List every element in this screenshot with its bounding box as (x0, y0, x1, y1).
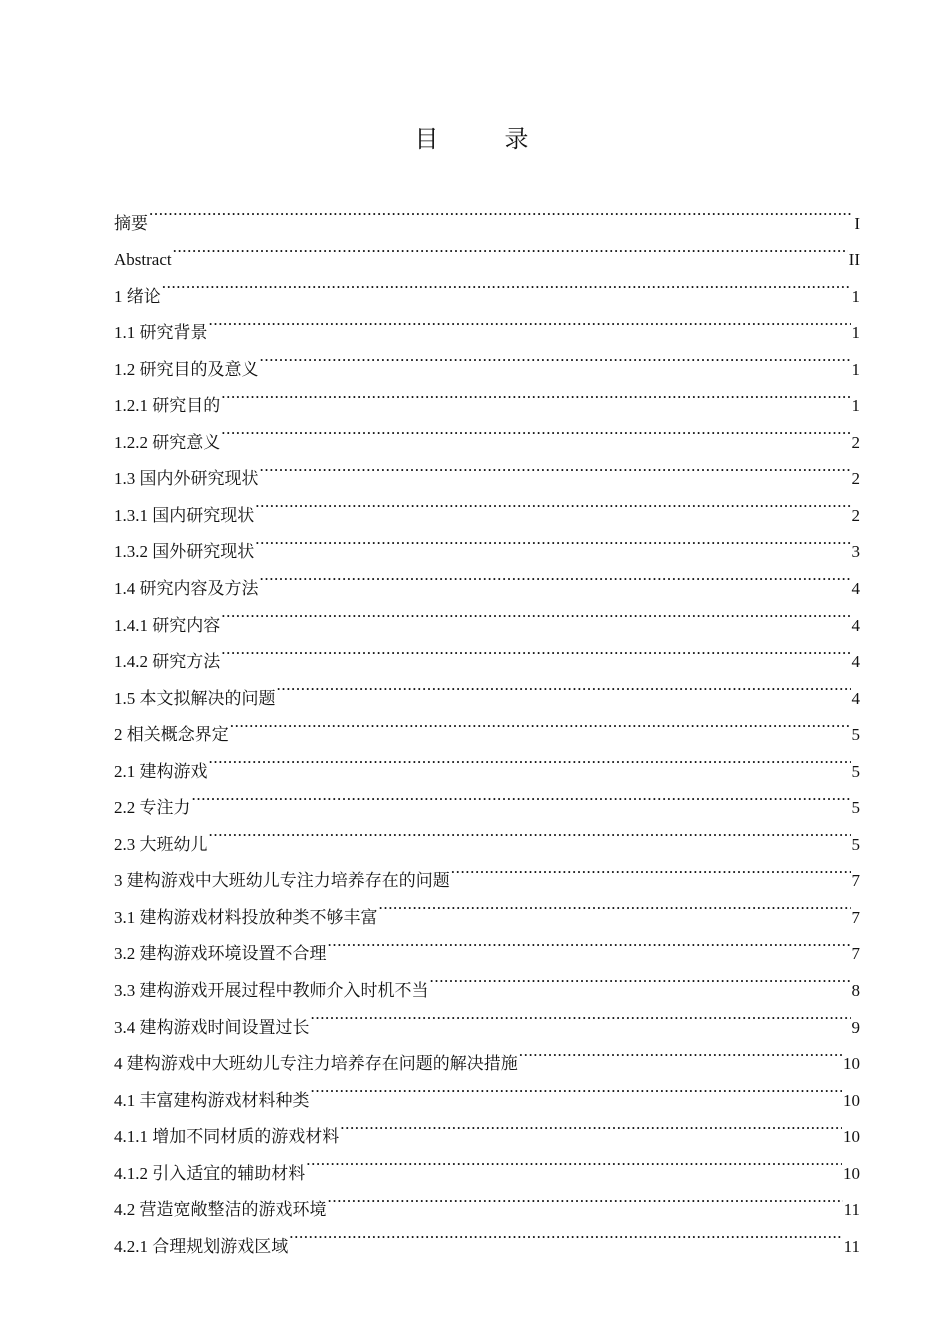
toc-entry (114, 411, 860, 452)
toc-entry-page-number: 10 (843, 1090, 860, 1110)
toc-entry-page-number: 7 (851, 944, 860, 964)
toc-dot-leader (221, 375, 850, 412)
toc-dot-leader (328, 923, 851, 960)
toc-entry-label: 3.4 建构游戏时间设置过长 (114, 1017, 310, 1037)
toc-entry-label: 1.4 研究内容及方法 (114, 579, 259, 599)
toc-dot-leader (209, 302, 851, 339)
toc-entry (114, 302, 860, 343)
toc-entry-label: 4.2 营造宽敞整洁的游戏环境 (114, 1200, 327, 1220)
toc-entry (114, 229, 860, 270)
toc-entry-label: 4.2.1 合理规划游戏区域 (114, 1236, 289, 1256)
toc-entry (114, 594, 860, 635)
toc-entry-page-number: 1 (851, 359, 860, 379)
toc-dot-leader (260, 557, 851, 594)
toc-entry-page-number: 10 (843, 1163, 860, 1183)
toc-dot-leader (192, 777, 851, 814)
toc-entry-label: 1.4.1 研究内容 (114, 615, 221, 635)
toc-dot-leader (289, 1215, 842, 1252)
toc-entry (114, 338, 860, 379)
toc-entry-page-number: 4 (851, 652, 860, 672)
toc-entry-label: 4 建构游戏中大班幼儿专注力培养存在问题的解决措施 (114, 1054, 518, 1074)
toc-entry (114, 265, 860, 306)
toc-entry-page-number: 8 (851, 981, 860, 1001)
toc-dot-leader (162, 265, 851, 302)
toc-dot-leader (340, 1106, 842, 1143)
toc-entry-label: 1.1 研究背景 (114, 323, 208, 343)
toc-entry-page-number: 9 (851, 1017, 860, 1037)
toc-entry (114, 448, 860, 489)
toc-entry-label: 3.1 建构游戏材料投放种类不够丰富 (114, 907, 378, 927)
toc-entry-label: 4.1.1 增加不同材质的游戏材料 (114, 1127, 340, 1147)
toc-dot-leader (221, 631, 850, 668)
toc-dot-leader (209, 813, 851, 850)
toc-entry-page-number: 5 (851, 725, 860, 745)
toc-entry (114, 192, 860, 233)
toc-entry-label: 1.2.2 研究意义 (114, 432, 221, 452)
toc-entry-page-number: I (854, 213, 860, 233)
toc-entry-page-number: 10 (843, 1054, 860, 1074)
toc-entry (114, 667, 860, 708)
toc-entry-page-number: 4 (851, 688, 860, 708)
toc-entry-page-number: 2 (851, 432, 860, 452)
toc-dot-leader (173, 229, 848, 266)
toc-entry (114, 631, 860, 672)
table-of-contents (114, 192, 860, 1256)
toc-entry-page-number: 5 (851, 798, 860, 818)
toc-dot-leader (221, 411, 850, 448)
toc-dot-leader (306, 1142, 842, 1179)
toc-entry-page-number: 11 (843, 1236, 860, 1256)
toc-dot-leader (230, 704, 851, 741)
toc-entry-label: 3.2 建构游戏环境设置不合理 (114, 944, 327, 964)
toc-entry-label: 2 相关概念界定 (114, 725, 229, 745)
toc-dot-leader (209, 740, 851, 777)
toc-entry-label: 3 建构游戏中大班幼儿专注力培养存在的问题 (114, 871, 450, 891)
toc-entry-page-number: 2 (851, 469, 860, 489)
toc-entry-page-number: 1 (851, 286, 860, 306)
toc-dot-leader (430, 959, 851, 996)
toc-entry (114, 375, 860, 416)
toc-entry (114, 850, 860, 891)
toc-dot-leader (149, 192, 853, 229)
toc-entry-page-number: 1 (851, 396, 860, 416)
toc-entry-label: 1.2 研究目的及意义 (114, 359, 259, 379)
toc-entry-label: 1.4.2 研究方法 (114, 652, 221, 672)
toc-entry-label: 2.1 建构游戏 (114, 761, 208, 781)
toc-entry-label: 1.2.1 研究目的 (114, 396, 221, 416)
toc-entry-page-number: 5 (851, 761, 860, 781)
toc-dot-leader (311, 996, 851, 1033)
toc-entry-label: 3.3 建构游戏开展过程中教师介入时机不当 (114, 981, 429, 1001)
toc-entry-label: 1 绪论 (114, 286, 161, 306)
toc-entry-page-number: 10 (843, 1127, 860, 1147)
toc-dot-leader (379, 886, 851, 923)
toc-entry-page-number: 7 (851, 871, 860, 891)
toc-entry-page-number: II (848, 250, 860, 270)
toc-entry-page-number: 4 (851, 579, 860, 599)
toc-entry-label: 摘要 (114, 213, 148, 233)
toc-entry-label: 2.3 大班幼儿 (114, 834, 208, 854)
toc-entry-page-number: 5 (851, 834, 860, 854)
toc-dot-leader (260, 338, 851, 375)
toc-entry-page-number: 7 (851, 907, 860, 927)
toc-entry-label: 1.3.2 国外研究现状 (114, 542, 255, 562)
toc-entry (114, 777, 860, 818)
toc-entry-label: 1.5 本文拟解决的问题 (114, 688, 276, 708)
toc-dot-leader (311, 1069, 843, 1106)
page-title: 目 录 (414, 127, 559, 153)
toc-entry-label: Abstract (114, 250, 172, 270)
toc-entry-page-number: 4 (851, 615, 860, 635)
toc-dot-leader (519, 1033, 842, 1070)
toc-entry-page-number: 3 (851, 542, 860, 562)
toc-entry-label: 1.3 国内外研究现状 (114, 469, 259, 489)
toc-dot-leader (255, 484, 850, 521)
toc-entry-label: 1.3.1 国内研究现状 (114, 505, 255, 525)
toc-entry (114, 813, 860, 854)
toc-entry-page-number: 2 (851, 505, 860, 525)
toc-dot-leader (277, 667, 851, 704)
toc-entry-page-number: 1 (851, 323, 860, 343)
toc-entry-label: 2.2 专注力 (114, 798, 191, 818)
toc-dot-leader (255, 521, 850, 558)
toc-dot-leader (328, 1179, 843, 1216)
toc-entry-label: 4.1.2 引入适宜的辅助材料 (114, 1163, 306, 1183)
toc-dot-leader (221, 594, 850, 631)
toc-entry-label: 4.1 丰富建构游戏材料种类 (114, 1090, 310, 1110)
toc-dot-leader (260, 448, 851, 485)
toc-entry (114, 740, 860, 781)
toc-dot-leader (451, 850, 851, 887)
toc-entry-page-number: 11 (843, 1200, 860, 1220)
